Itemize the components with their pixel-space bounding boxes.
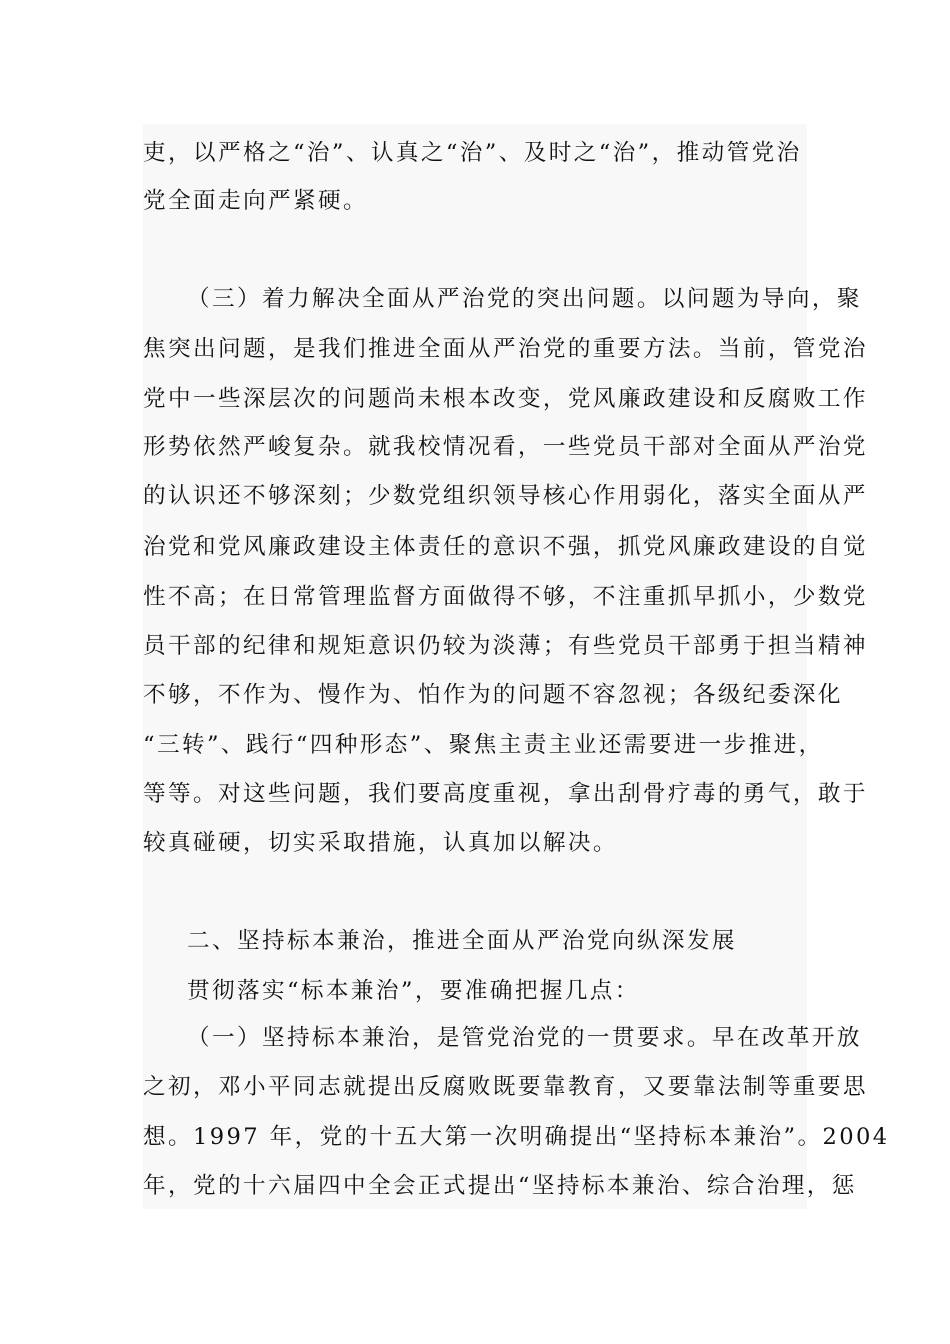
text-line-3: （三）着力解决全面从严治党的突出问题。以问题为导向，聚 (187, 286, 862, 312)
text-line-14: 较真碰硬，切实采取措施，认真加以解决。 (143, 830, 618, 856)
text-line-18: 之初，邓小平同志就提出反腐败既要靠教育，又要靠法制等重要思 (143, 1074, 868, 1100)
text-line-2: 党全面走向严紧硬。 (143, 188, 368, 214)
document-body (143, 124, 890, 1209)
text-line-7: 的认识还不够深刻；少数党组织领导核心作用弱化，落实全面从严 (143, 483, 868, 509)
text-line-11: 不够，不作为、慢作为、怕作为的问题不容忽视；各级纪委深化 (143, 682, 843, 708)
text-line-1: 吏，以严格之“治”、认真之“治”、及时之“治”，推动管党治 (143, 140, 802, 166)
text-line-12: “三转”、践行“四种形态”、聚焦主责主业还需要进一步推进， (143, 732, 824, 758)
text-line-13: 等等。对这些问题，我们要高度重视，拿出刮骨疗毒的勇气，敢于 (143, 781, 868, 807)
text-line-6: 形势依然严峻复杂。就我校情况看，一些党员干部对全面从严治党 (143, 434, 868, 460)
text-line-17: （一）坚持标本兼治，是管党治党的一贯要求。早在改革开放 (187, 1025, 862, 1051)
text-line-19: 想。1997 年，党的十五大第一次明确提出“坚持标本兼治”。2004 (143, 1124, 890, 1150)
section-heading: 二、坚持标本兼治，推进全面从严治党向纵深发展 (187, 928, 737, 954)
text-line-9: 性不高；在日常管理监督方面做得不够，不注重抓早抓小，少数党 (143, 584, 868, 610)
text-line-4: 焦突出问题，是我们推进全面从严治党的重要方法。当前，管党治 (143, 336, 868, 362)
text-line-8: 治党和党风廉政建设主体责任的意识不强，抓党风廉政建设的自觉 (143, 534, 868, 560)
text-line-5: 党中一些深层次的问题尚未根本改变，党风廉政建设和反腐败工作 (143, 386, 868, 412)
text-line-10: 员干部的纪律和规矩意识仍较为淡薄；有些党员干部勇于担当精神 (143, 633, 868, 659)
text-line-16: 贯彻落实“标本兼治”，要准确把握几点： (187, 978, 640, 1004)
text-line-20: 年，党的十六届四中全会正式提出“坚持标本兼治、综合治理，惩 (143, 1173, 857, 1199)
